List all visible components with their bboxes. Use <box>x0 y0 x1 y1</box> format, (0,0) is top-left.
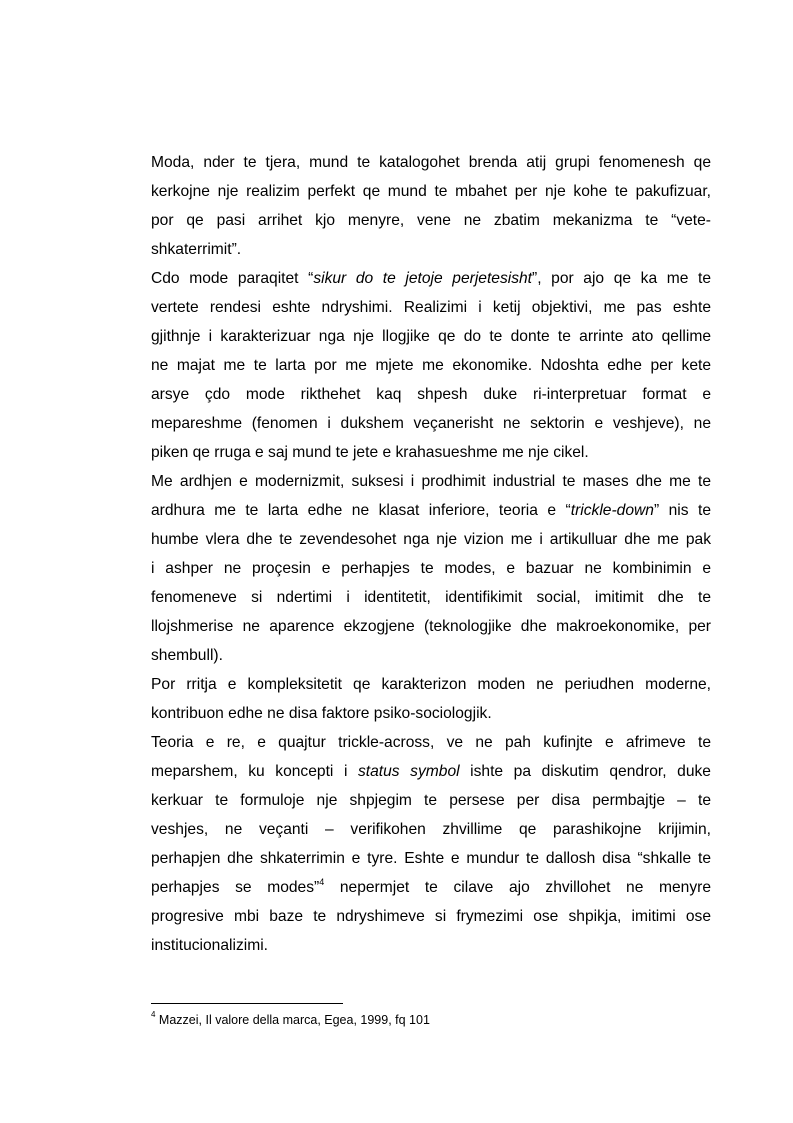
text-line: shkaterrimit”. <box>151 241 242 258</box>
text-line: shembull). <box>151 647 223 664</box>
text-line: ne majat me te larta por me mjete me ekonomike. Ndoshta edhe per kete <box>151 357 711 374</box>
text-line: kerkojne nje realizim perfekt qe mund te mbahet per nje kohe te pakufizuar, <box>151 183 711 200</box>
text-line: Teoria e re, e quajtur trickle-across, ve ne pah kufinjte e afrimeve te <box>151 734 711 751</box>
footnote-separator <box>151 1003 343 1004</box>
footnote-reference[interactable]: 4 <box>319 876 325 887</box>
text-line: Moda, nder te tjera, mund te katalogohet brenda atij grupi fenomenesh qe <box>151 154 711 171</box>
text-line: Cdo mode paraqitet “sikur do te jetoje perjetesisht”, por ajo qe ka me te <box>151 270 712 287</box>
footnote <box>151 1009 430 1028</box>
text-line: gjithnje i karakterizuar nga nje llogjike qe do te donte te arrinte ato qellime <box>151 328 711 345</box>
text-line: Por rritja e kompleksitetit qe karakterizon moden ne periudhen moderne, <box>151 676 711 693</box>
text-line: piken qe rruga e saj mund te jete e krahasueshme me nje cikel. <box>151 444 589 461</box>
italic-phrase: trickle-down <box>570 502 654 519</box>
text-line: llojshmerise ne aparence ekzogjene (teknologjike dhe makroekonomike, per <box>151 618 711 635</box>
text-line: kontribuon edhe ne disa faktore psiko-sociologjik. <box>151 705 492 722</box>
text-line: ardhura me te larta edhe ne klasat inferiore, teoria e “trickle-down” nis te <box>151 502 712 519</box>
italic-phrase: status symbol <box>358 763 460 780</box>
footnote-text: Mazzei, Il valore della marca, Egea, 1999, fq 101 <box>155 1013 430 1027</box>
text-line: humbe vlera dhe te zevendesohet nga nje vizion me i artikulluar dhe me pak <box>151 531 711 548</box>
text-line: meparshem, ku koncepti i status symbol ishte pa diskutim qendror, duke <box>151 763 711 780</box>
text-line: perhapjen dhe shkaterrimin e tyre. Eshte e mundur te dallosh disa “shkalle te <box>151 850 711 867</box>
text-line: progresive mbi baze te ndryshimeve si frymezimi ose shpikja, imitimi ose <box>151 908 711 925</box>
text-line: Me ardhjen e modernizmit, suksesi i prodhimit industrial te mases dhe me te <box>151 473 711 490</box>
text-line: institucionalizimi. <box>151 937 268 954</box>
text-line: fenomeneve si ndertimi i identitetit, identifikimit social, imitimit dhe te <box>151 589 711 606</box>
text-line: mepareshme (fenomen i dukshem veçanerisht ne sektorin e veshjeve), ne <box>151 415 711 432</box>
italic-phrase: sikur do te jetoje perjetesisht <box>313 270 533 287</box>
text-line: por qe pasi arrihet kjo menyre, vene ne zbatim mekanizma te “vete- <box>151 212 711 229</box>
body-text <box>151 148 711 960</box>
text-line: arsye çdo mode rikthehet kaq shpesh duke ri-interpretuar format e <box>151 386 711 403</box>
footnote-marker: 4 <box>151 1009 156 1019</box>
text-line: veshjes, ne veçanti – verifikohen zhvillime qe parashikojne krijimin, <box>151 821 711 838</box>
text-line: kerkuar te formuloje nje shpjegim te persese per disa permbajtje – te <box>151 792 711 809</box>
text-line: i ashper ne proçesin e perhapjes te modes, e bazuar ne kombinimin e <box>151 560 711 577</box>
text-line: vertete rendesi eshte ndryshimi. Realizimi i ketij objektivi, me pas eshte <box>151 299 711 316</box>
text-line: perhapjes se modes”$^4$ nepermjet te cilave ajo zhvillohet ne menyre <box>151 876 712 896</box>
